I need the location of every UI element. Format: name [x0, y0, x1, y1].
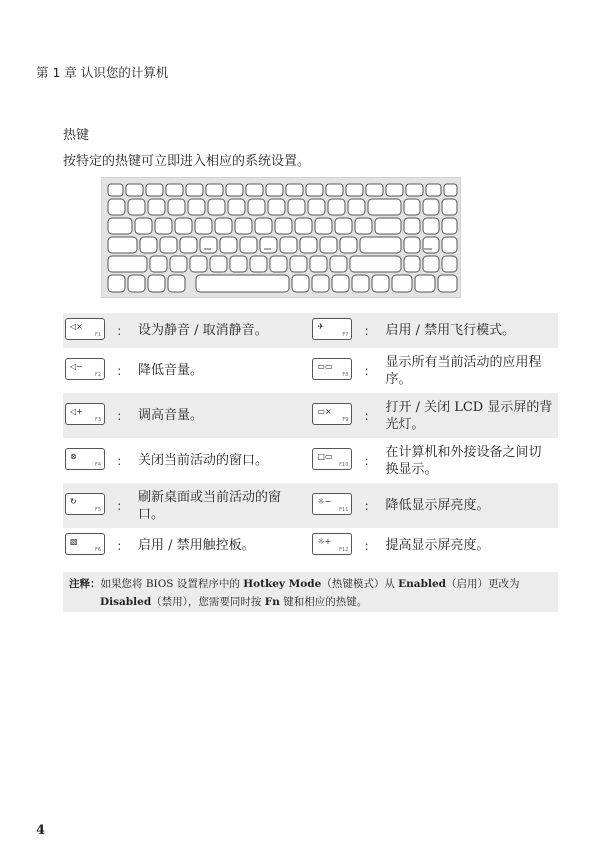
hotkey-row: [63, 483, 558, 528]
fn-key-label: F1: [94, 331, 101, 338]
hotkey-keycap: [65, 533, 105, 555]
hotkey-description: 打开 / 关闭 LCD 显示屏的背光灯。: [385, 393, 558, 438]
colon-separator: ：: [363, 364, 376, 378]
fn-key-label: F5: [94, 506, 101, 513]
volume-up-icon: ◁+: [70, 406, 83, 416]
note-text: （热键模式）从: [321, 578, 399, 590]
fn-key-label: F6: [94, 546, 101, 553]
hotkey-description: 刷新桌面或当前活动的窗口。: [138, 483, 310, 528]
note-bold-term: Disabled: [100, 596, 152, 608]
colon-separator: ：: [116, 454, 129, 468]
hotkey-description: 显示所有当前活动的应用程序。: [385, 354, 542, 387]
colon-separator: ：: [363, 454, 376, 468]
fn-key-label: F9: [342, 416, 349, 423]
hotkey-keycap: [312, 358, 352, 380]
colon-separator: ：: [364, 483, 386, 528]
volume-down-icon: ◁−: [70, 361, 83, 371]
mute-icon: ◁×: [70, 321, 83, 331]
show-apps-icon: ▭▭: [317, 361, 333, 371]
hotkey-description: 启用 / 禁用飞行模式。: [385, 313, 558, 348]
hotkey-description: 降低显示屏亮度。: [385, 483, 558, 528]
hotkey-table: [63, 313, 558, 563]
note-bold-term: Fn: [264, 596, 280, 608]
chapter-heading: 第 1 章 认识您的计算机: [36, 65, 169, 80]
hotkey-keycap: [65, 318, 105, 340]
colon-separator: ：: [116, 393, 138, 438]
section-title: 热键: [63, 128, 90, 143]
fn-key-label: F4: [94, 461, 101, 468]
colon-separator: ：: [116, 483, 138, 528]
hotkey-description: 提高显示屏亮度。: [385, 538, 490, 553]
hotkey-keycap: [312, 533, 352, 555]
hotkey-row: [63, 528, 558, 563]
fn-key-label: F11: [339, 506, 349, 513]
note-text: 键和相应的热键。: [279, 596, 368, 608]
hotkey-description: 设为静音 / 取消静音。: [138, 313, 310, 348]
hotkey-row: [63, 313, 558, 348]
note-bold-term: Enabled: [398, 578, 446, 590]
close-window-icon: ⊗: [70, 451, 77, 461]
note-bold-term: Hotkey Mode: [243, 578, 322, 590]
colon-separator: ：: [364, 313, 386, 348]
keyboard-diagram: [102, 178, 462, 299]
hotkey-description: 在计算机和外接设备之间切换显示。: [385, 444, 542, 477]
hotkey-keycap: [65, 493, 105, 515]
hotkey-keycap: [312, 493, 352, 515]
brightness-down-icon: ☼−: [317, 496, 332, 506]
hotkey-row: [63, 438, 558, 483]
touchpad-icon: ▧: [70, 536, 78, 546]
hotkey-keycap: [312, 448, 352, 470]
display-off-icon: ▭×: [317, 406, 332, 416]
hotkey-keycap: [312, 403, 352, 425]
note-text: （启用）更改为: [445, 578, 520, 590]
hotkey-keycap: [65, 448, 105, 470]
hotkey-keycap: [65, 358, 105, 380]
hotkey-description: 降低音量。: [138, 363, 204, 378]
fn-key-label: F8: [342, 371, 349, 378]
section-intro: 按特定的热键可立即进入相应的系统设置。: [63, 154, 311, 169]
colon-separator: ：: [363, 539, 376, 553]
note-text: 如果您将 BIOS 设置程序中的: [100, 578, 244, 590]
hotkey-description: 调高音量。: [138, 393, 310, 438]
keyboard-illustration: [101, 177, 461, 298]
fn-key-label: F7: [342, 331, 349, 338]
fn-key-label: F12: [339, 546, 349, 553]
colon-separator: ：: [116, 539, 129, 553]
page-number: 4: [36, 823, 46, 838]
note-label: 注释：: [69, 578, 101, 590]
hotkey-keycap: [312, 318, 352, 340]
refresh-icon: ↻: [70, 496, 77, 506]
colon-separator: ：: [364, 393, 386, 438]
note-box: [63, 572, 558, 612]
fn-key-label: F3: [94, 416, 101, 423]
note-text: （禁用），您需要同时按: [151, 596, 265, 608]
hotkey-row: [63, 393, 558, 438]
colon-separator: ：: [116, 313, 138, 348]
fn-key-label: F10: [339, 461, 349, 468]
hotkey-row: [63, 348, 558, 393]
airplane-icon: ✈: [317, 321, 325, 331]
fn-key-label: F2: [94, 371, 101, 378]
hotkey-description: 关闭当前活动的窗口。: [138, 453, 269, 468]
switch-display-icon: □▭: [317, 451, 333, 461]
hotkey-description: 启用 / 禁用触控板。: [138, 538, 255, 553]
colon-separator: ：: [116, 364, 129, 378]
hotkey-keycap: [65, 403, 105, 425]
brightness-up-icon: ☼+: [317, 536, 332, 546]
